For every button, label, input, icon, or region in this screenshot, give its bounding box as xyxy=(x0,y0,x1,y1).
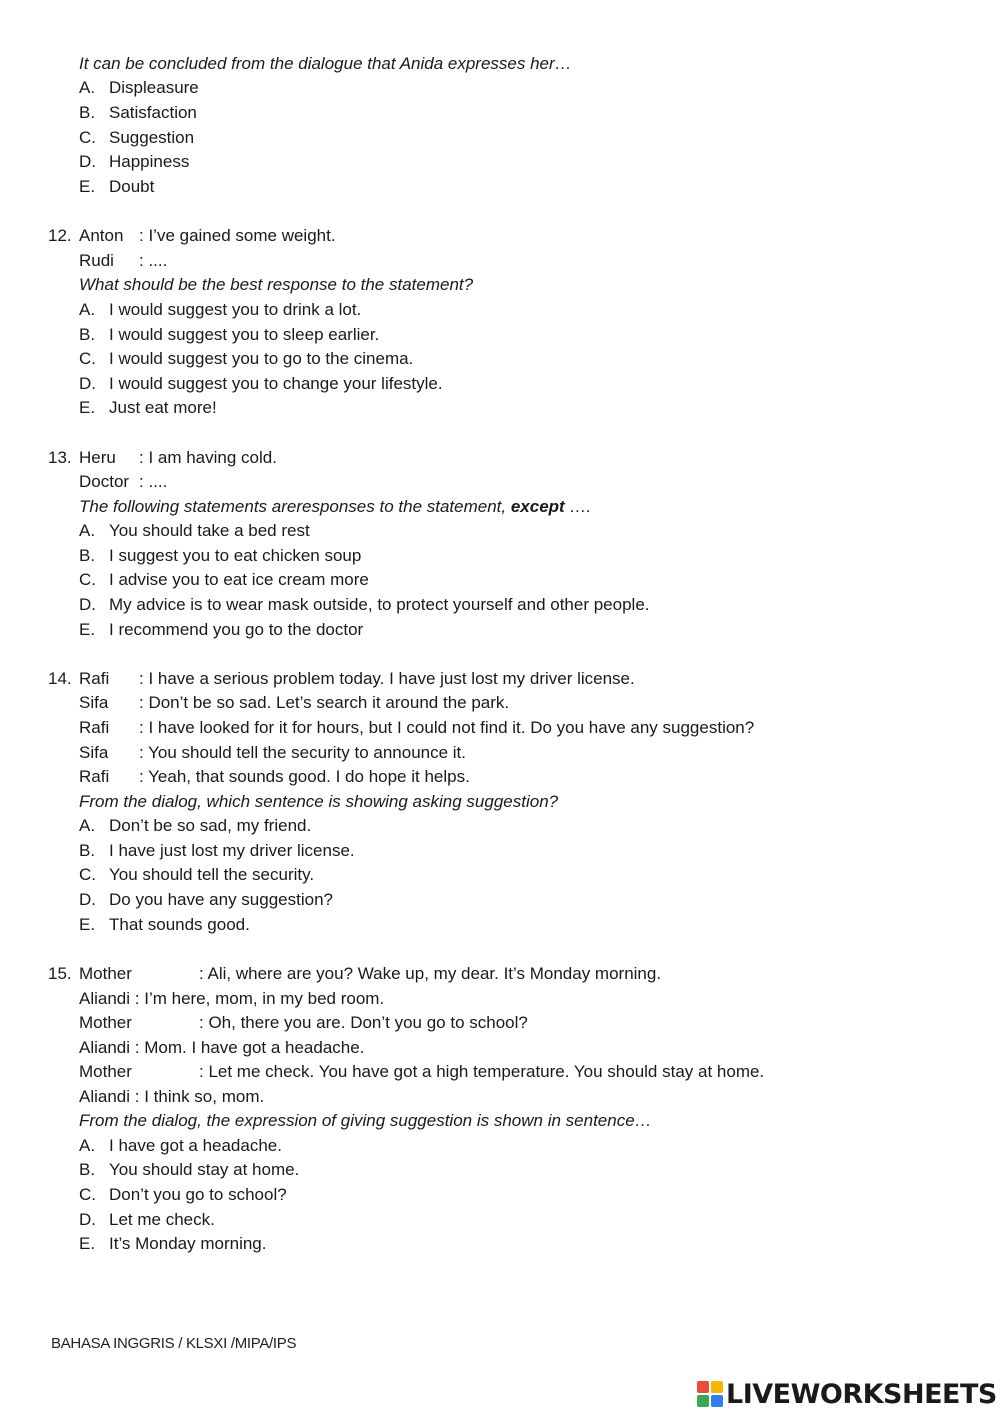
q12-option-e-letter: E. xyxy=(79,398,96,417)
q15-dialog-line-4: : Mom. I have got a headache. xyxy=(134,1038,365,1057)
q12-dialog-line-1: : I’ve gained some weight. xyxy=(139,226,336,245)
q15-dialog-line-1: : Ali, where are you? Wake up, my dear. It’s Monday morning. xyxy=(199,964,662,983)
q11-option-c[interactable]: Suggestion xyxy=(109,128,195,147)
q15-dialog-2 xyxy=(79,988,384,1010)
q12-speaker-2: Rudi xyxy=(79,251,114,270)
q11-option-a[interactable]: Displeasure xyxy=(109,78,199,97)
q15-speaker-6: Aliandi xyxy=(79,1087,131,1106)
q13-dialog-line-2: : .... xyxy=(139,472,168,491)
q13-option-b[interactable]: I suggest you to eat chicken soup xyxy=(109,546,362,565)
q15-dialog-6 xyxy=(79,1086,264,1108)
q13-option-a[interactable]: You should take a bed rest xyxy=(109,521,310,540)
q15-option-b[interactable]: You should stay at home. xyxy=(109,1160,300,1179)
q14-speaker-2: Sifa xyxy=(79,693,109,712)
q15-speaker-2: Aliandi xyxy=(79,989,131,1008)
q15-dialog-4 xyxy=(79,1037,364,1059)
q12-option-a[interactable]: I would suggest you to drink a lot. xyxy=(109,300,362,319)
q13-option-a-letter: A. xyxy=(79,521,96,540)
q15-option-b-letter: B. xyxy=(79,1160,96,1179)
logo-square-yellow xyxy=(711,1381,723,1393)
q14-option-e[interactable]: That sounds good. xyxy=(109,915,250,934)
q11-question: It can be concluded from the dialogue that Anida expresses her… xyxy=(79,54,572,73)
q11-option-e[interactable]: Doubt xyxy=(109,177,155,196)
q15-option-c-letter: C. xyxy=(79,1185,96,1204)
liveworksheets-logo-icon xyxy=(697,1381,723,1407)
q15-option-a[interactable]: I have got a headache. xyxy=(109,1136,282,1155)
q13-question-pre: The following statements areresponses to the statement, xyxy=(79,497,511,516)
q14-speaker-5: Rafi xyxy=(79,767,110,786)
q14-dialog-line-5: : Yeah, that sounds good. I do hope it helps. xyxy=(139,767,470,786)
q13-option-e-letter: E. xyxy=(79,620,96,639)
q15-dialog-line-2: : I’m here, mom, in my bed room. xyxy=(134,989,385,1008)
q13-number: 13. xyxy=(48,448,72,467)
q15-dialog-line-6: : I think so, mom. xyxy=(134,1087,265,1106)
q12-option-e[interactable]: Just eat more! xyxy=(109,398,217,417)
q13-question xyxy=(79,496,591,518)
q14-option-b-letter: B. xyxy=(79,841,96,860)
q14-speaker-1: Rafi xyxy=(79,669,110,688)
q15-option-e[interactable]: It’s Monday morning. xyxy=(109,1234,267,1253)
q15-speaker-4: Aliandi xyxy=(79,1038,131,1057)
q15-dialog-line-5: : Let me check. You have got a high temperature. You should stay at home. xyxy=(199,1062,765,1081)
q14-option-c-letter: C. xyxy=(79,865,96,884)
logo-square-green xyxy=(697,1395,709,1407)
logo-square-red xyxy=(697,1381,709,1393)
q12-option-b[interactable]: I would suggest you to sleep earlier. xyxy=(109,325,380,344)
q15-option-e-letter: E. xyxy=(79,1234,96,1253)
page-footer: BAHASA INGGRIS / KLSXI /MIPA/IPS xyxy=(51,1335,297,1352)
q15-speaker-5: Mother xyxy=(79,1062,132,1081)
q14-option-e-letter: E. xyxy=(79,915,96,934)
q13-option-c[interactable]: I advise you to eat ice cream more xyxy=(109,570,369,589)
q12-speaker-1: Anton xyxy=(79,226,124,245)
q13-option-c-letter: C. xyxy=(79,570,96,589)
q13-option-d-letter: D. xyxy=(79,595,96,614)
liveworksheets-wordmark: LIVEWORKSHEETS xyxy=(726,1378,997,1410)
q12-option-b-letter: B. xyxy=(79,325,96,344)
q14-option-b[interactable]: I have just lost my driver license. xyxy=(109,841,355,860)
q14-dialog-line-4: : You should tell the security to announce it. xyxy=(139,743,467,762)
q11-option-d-letter: D. xyxy=(79,152,96,171)
q12-option-c-letter: C. xyxy=(79,349,96,368)
q15-option-d-letter: D. xyxy=(79,1210,96,1229)
q11-option-d[interactable]: Happiness xyxy=(109,152,190,171)
q14-option-a[interactable]: Don’t be so sad, my friend. xyxy=(109,816,312,835)
q12-option-d[interactable]: I would suggest you to change your lifestyle. xyxy=(109,374,443,393)
q14-speaker-4: Sifa xyxy=(79,743,109,762)
q14-option-d[interactable]: Do you have any suggestion? xyxy=(109,890,333,909)
q14-number: 14. xyxy=(48,669,72,688)
q13-option-d[interactable]: My advice is to wear mask outside, to protect yourself and other people. xyxy=(109,595,650,614)
q15-option-c[interactable]: Don’t you go to school? xyxy=(109,1185,287,1204)
q13-question-post: …. xyxy=(564,497,592,516)
q15-dialog-line-3: : Oh, there you are. Don’t you go to school? xyxy=(199,1013,528,1032)
q12-option-c[interactable]: I would suggest you to go to the cinema. xyxy=(109,349,414,368)
q13-option-b-letter: B. xyxy=(79,546,96,565)
logo-square-blue xyxy=(711,1395,723,1407)
q14-dialog-line-3: : I have looked for it for hours, but I could not find it. Do you have any suggestion? xyxy=(139,718,755,737)
q14-option-d-letter: D. xyxy=(79,890,96,909)
q13-speaker-1: Heru xyxy=(79,448,116,467)
q11-option-c-letter: C. xyxy=(79,128,96,147)
q15-speaker-1: Mother xyxy=(79,964,132,983)
q14-dialog-line-1: : I have a serious problem today. I have just lost my driver license. xyxy=(139,669,635,688)
q12-question: What should be the best response to the statement? xyxy=(79,275,474,294)
q11-option-b-letter: B. xyxy=(79,103,96,122)
q13-option-e[interactable]: I recommend you go to the doctor xyxy=(109,620,364,639)
q13-speaker-2: Doctor xyxy=(79,472,130,491)
q15-option-d[interactable]: Let me check. xyxy=(109,1210,215,1229)
q13-dialog-line-1: : I am having cold. xyxy=(139,448,277,467)
q15-number: 15. xyxy=(48,964,72,983)
q12-option-d-letter: D. xyxy=(79,374,96,393)
q11-option-e-letter: E. xyxy=(79,177,96,196)
liveworksheets-logo[interactable] xyxy=(697,1376,997,1412)
q12-dialog-line-2: : .... xyxy=(139,251,168,270)
q11-option-b[interactable]: Satisfaction xyxy=(109,103,197,122)
q14-dialog-line-2: : Don’t be so sad. Let’s search it around the park. xyxy=(139,693,510,712)
q14-option-c[interactable]: You should tell the security. xyxy=(109,865,315,884)
q15-option-a-letter: A. xyxy=(79,1136,96,1155)
q11-option-a-letter: A. xyxy=(79,78,96,97)
q14-question: From the dialog, which sentence is showing asking suggestion? xyxy=(79,792,559,811)
q13-question-emphasis: except xyxy=(510,497,565,516)
q15-question: From the dialog, the expression of giving suggestion is shown in sentence… xyxy=(79,1111,652,1130)
q14-option-a-letter: A. xyxy=(79,816,96,835)
q15-speaker-3: Mother xyxy=(79,1013,132,1032)
q14-speaker-3: Rafi xyxy=(79,718,110,737)
q12-number: 12. xyxy=(48,226,72,245)
q12-option-a-letter: A. xyxy=(79,300,96,319)
